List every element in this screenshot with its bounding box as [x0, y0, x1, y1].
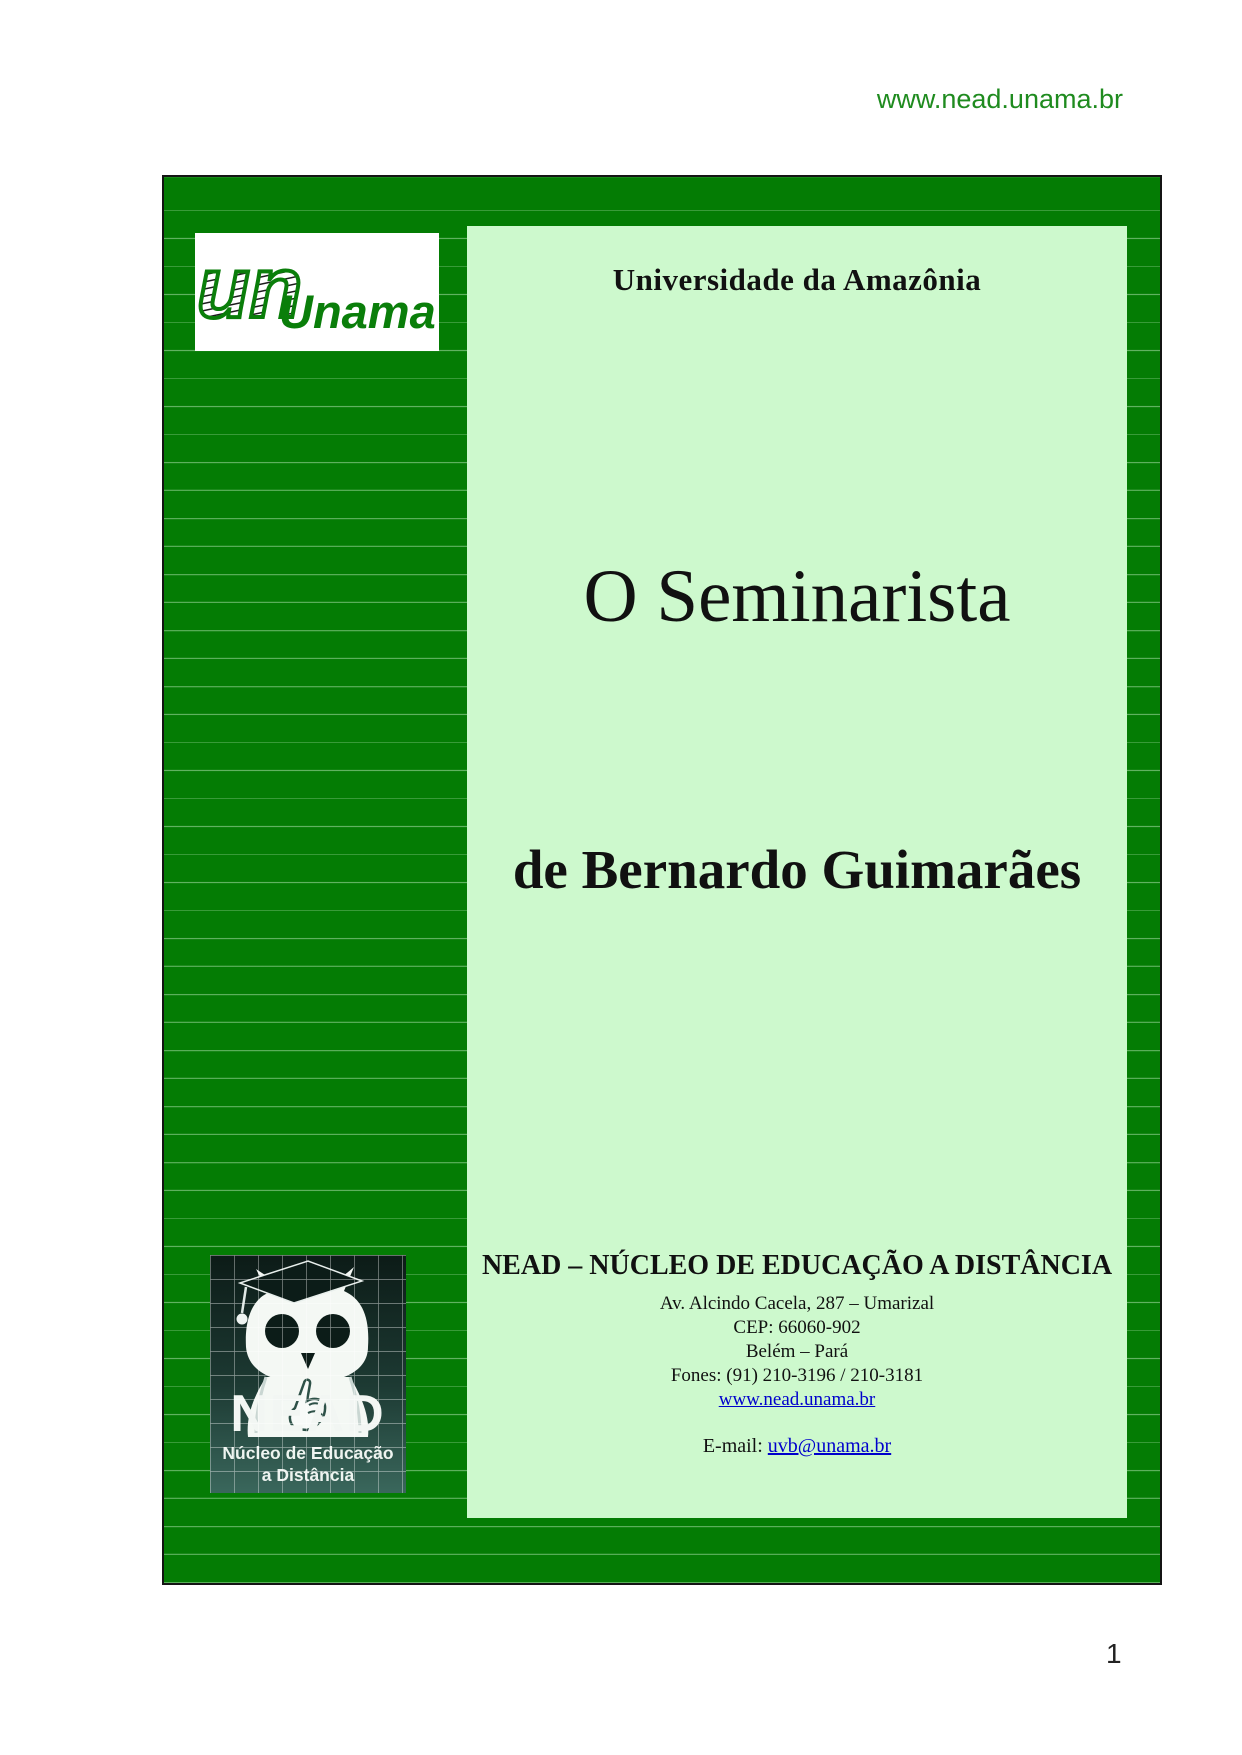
header-website-url: www.nead.unama.br	[876, 84, 1123, 114]
university-name: Universidade da Amazônia	[612, 262, 982, 297]
nead-address-block	[467, 1250, 1127, 1458]
nead-website-link[interactable]: www.nead.unama.br	[718, 1389, 876, 1410]
address-city: Belém – Pará	[745, 1341, 849, 1362]
author-line: de Bernardo Guimarães	[512, 839, 1082, 900]
email-link[interactable]: uvb@unama.br	[767, 1435, 892, 1457]
nead-logo	[210, 1255, 406, 1493]
email-line	[467, 1434, 1127, 1458]
cover-panel	[467, 226, 1127, 1518]
email-label: E-mail:	[702, 1435, 763, 1457]
unama-wordmark: Unama	[279, 285, 436, 338]
nead-heading: NEAD – NÚCLEO DE EDUCAÇÃO A DISTÂNCIA	[481, 1250, 1113, 1281]
nead-owl-icon	[210, 1255, 406, 1493]
phones-line: Fones: (91) 210-3196 / 210-3181	[670, 1365, 924, 1386]
address-street: Av. Alcindo Cacela, 287 – Umarizal	[659, 1293, 935, 1314]
unama-logo	[195, 233, 439, 351]
cover-card	[162, 175, 1162, 1585]
book-title: O Seminarista	[583, 555, 1011, 638]
unama-un-glyph: un	[197, 240, 303, 336]
unama-logo-icon	[195, 233, 439, 351]
page-number: 1	[1106, 1638, 1122, 1669]
address-cep: CEP: 66060-902	[733, 1317, 861, 1338]
